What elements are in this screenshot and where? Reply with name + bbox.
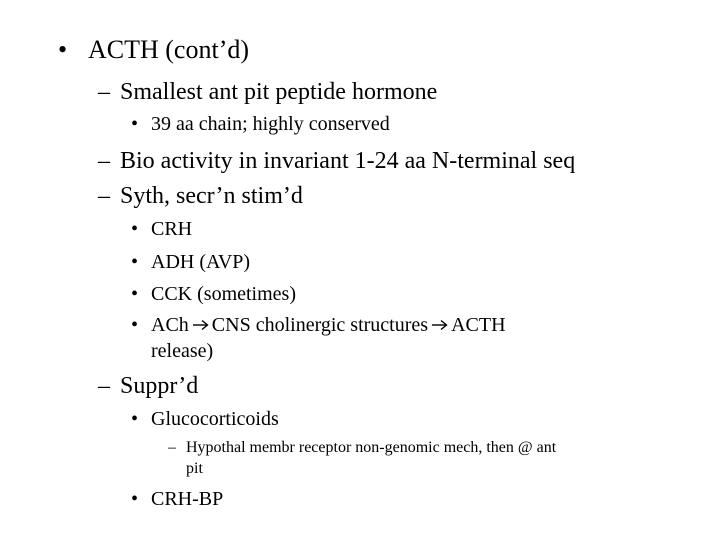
list-item: 39 aa chain; highly conserved: [151, 113, 390, 135]
dot-bullet: •: [131, 314, 139, 336]
list-item: CRH: [151, 218, 193, 240]
list-item: CRH-BP: [151, 488, 224, 510]
right-arrow-icon: [193, 319, 209, 331]
list-item-continuation: pit: [186, 460, 203, 477]
dash-bullet: –: [98, 79, 110, 105]
list-item: Hypothal membr receptor non-genomic mech, then @ ant: [186, 439, 557, 456]
dot-bullet: •: [131, 408, 139, 430]
list-item: [151, 315, 506, 335]
list-item: Bio activity in invariant 1-24 aa N-terminal seq: [120, 148, 576, 174]
slide-title: ACTH (cont’d): [88, 35, 250, 64]
dash-bullet: –: [168, 439, 176, 456]
dash-bullet: –: [98, 148, 110, 174]
list-item: Suppr’d: [120, 373, 199, 399]
list-item: Smallest ant pit peptide hormone: [120, 79, 438, 105]
dot-bullet: •: [131, 251, 139, 273]
list-item-text: ACh: [151, 314, 189, 336]
list-item-continuation: release): [151, 340, 214, 362]
right-arrow-icon: [432, 319, 448, 331]
dot-bullet: •: [131, 113, 139, 135]
list-item: Syth, secr’n stim’d: [120, 183, 303, 209]
list-item-text: ACTH: [451, 314, 506, 336]
dot-bullet: •: [131, 283, 139, 305]
dash-bullet: –: [98, 183, 110, 209]
dash-bullet: –: [98, 373, 110, 399]
list-item-text: CNS cholinergic structures: [211, 314, 429, 336]
list-item: Glucocorticoids: [151, 408, 279, 430]
dot-bullet: •: [131, 488, 139, 510]
dot-bullet: •: [131, 218, 139, 240]
list-item: CCK (sometimes): [151, 283, 296, 305]
list-item: ADH (AVP): [151, 251, 251, 273]
title-bullet: •: [58, 35, 68, 64]
